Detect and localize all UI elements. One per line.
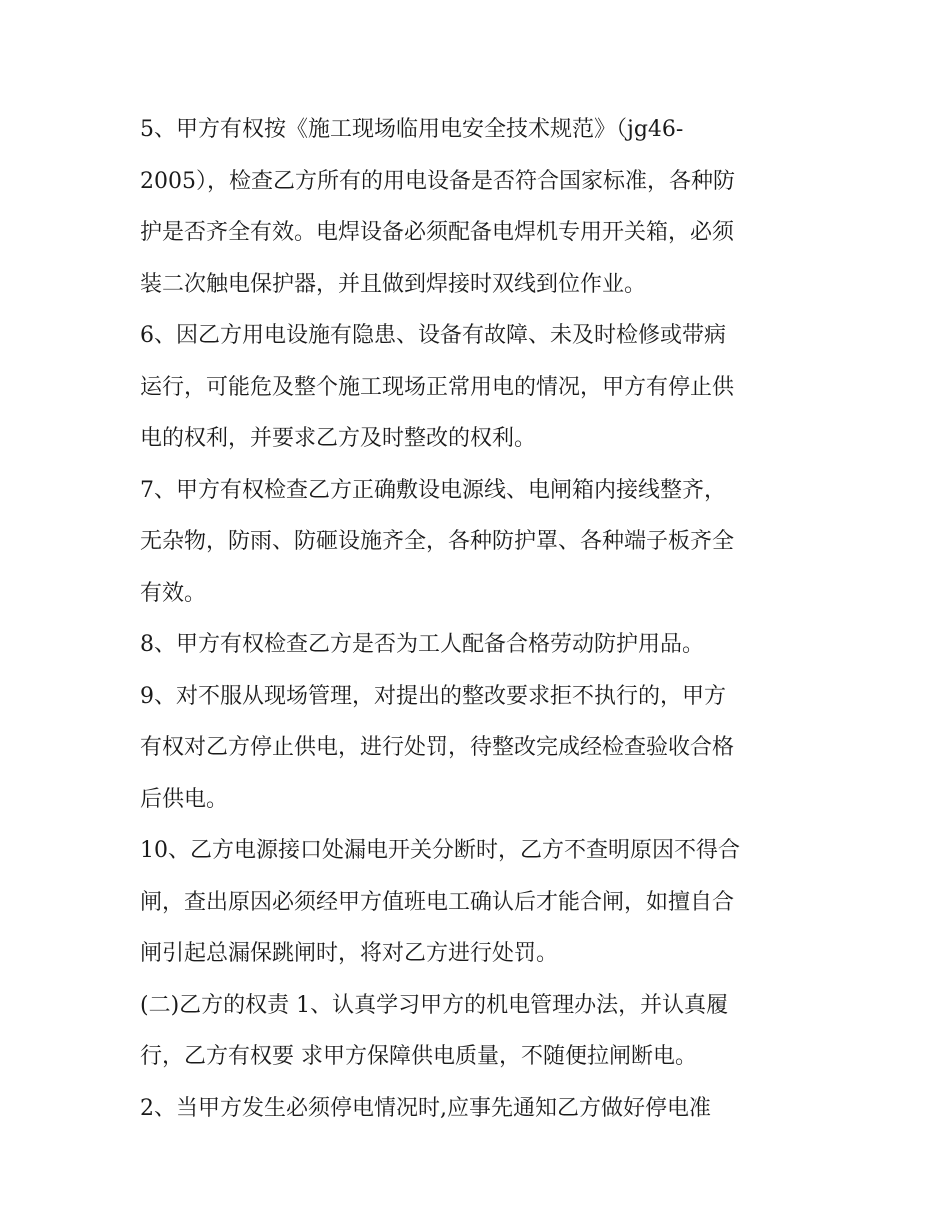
text-line-20: 2、当甲方发生必须停电情况时,应事先通知乙方做好停电准 (140, 1095, 711, 1121)
text-line-4: 装二次触电保护器，并且做到焊接时双线到位作业。 (140, 271, 647, 297)
text-line-16: 闸，查出原因必须经甲方值班电工确认后才能合闸，如擅自合 (140, 889, 735, 915)
text-line-18: (二)乙方的权责 1、认真学习甲方的机电管理办法，并认真履 (140, 992, 729, 1018)
text-line-2: 2005），检查乙方所有的用电设备是否符合国家标准，各种防 (140, 168, 735, 194)
text-line-11: 8、甲方有权检查乙方是否为工人配备合格劳动防护用品。 (140, 632, 704, 657)
document-body (140, 104, 820, 1134)
text-line-15: 10、乙方电源接口处漏电开关分断时，乙方不查明原因不得合 (140, 838, 740, 863)
text-line-13: 有权对乙方停止供电，进行处罚，待整改完成经检查验收合格 (140, 735, 735, 760)
text-line-10: 有效。 (140, 580, 207, 606)
text-line-12: 9、对不服从现场管理，对提出的整改要求拒不执行的，甲方 (140, 683, 726, 709)
text-line-1: 5、甲方有权按《施工现场临用电安全技术规范》（jg46- (140, 117, 684, 142)
text-line-14: 后供电。 (140, 786, 229, 812)
text-line-9: 无杂物，防雨、防砸设施齐全，各种防护罩、各种端子板齐全 (140, 529, 735, 554)
text-line-7: 电的权利，并要求乙方及时整改的权利。 (140, 426, 537, 451)
text-line-19: 行，乙方有权要 求甲方保障供电质量，不随便拉闸断电。 (140, 1044, 697, 1069)
text-line-8: 7、甲方有权检查乙方正确敷设电源线、电闸箱内接线整齐， (140, 477, 726, 503)
text-line-5: 6、因乙方用电设施有隐患、设备有故障、未及时检修或带病 (140, 323, 726, 348)
text-line-3: 护是否齐全有效。电焊设备必须配备电焊机专用开关箱，必须 (140, 220, 735, 245)
text-line-6: 运行，可能危及整个施工现场正常用电的情况，甲方有停止供 (140, 374, 735, 400)
text-line-17: 闸引起总漏保跳闸时，将对乙方进行处罚。 (140, 941, 559, 966)
